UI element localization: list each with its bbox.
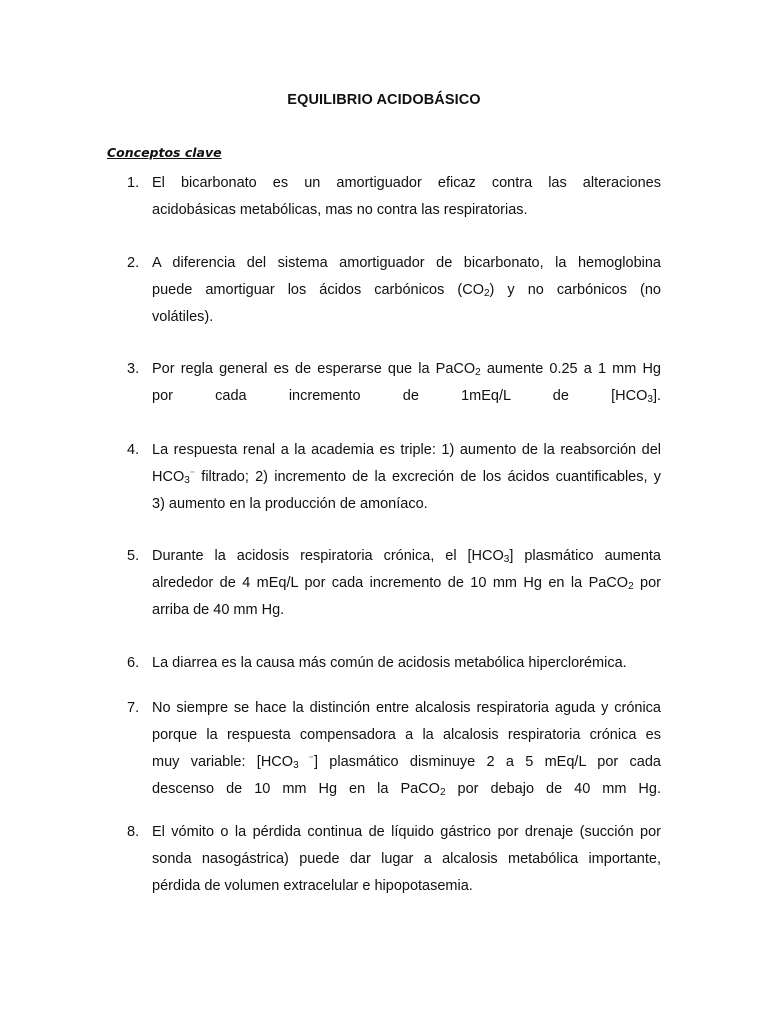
text-line xyxy=(152,543,661,570)
list-item-text xyxy=(152,650,661,677)
text-line: porque la respuesta compensadora a la alcalosis respiratoria crónica es xyxy=(152,727,661,743)
superscript: ⁻ xyxy=(189,469,196,480)
text-line: acidobásicas metabólicas, mas no contra las respiratorias. xyxy=(152,202,528,218)
text-line xyxy=(152,356,661,383)
list-item-number: 3. xyxy=(127,361,140,377)
subscript: 3 xyxy=(293,760,299,771)
list-item-text xyxy=(152,819,661,900)
text-segment: puede amortiguar los ácidos carbónicos (CO xyxy=(152,282,484,298)
subscript: 2 xyxy=(483,288,490,299)
text-line: volátiles). xyxy=(152,309,214,325)
text-segment: ] plasmático aumenta xyxy=(509,548,662,564)
list-item-text xyxy=(152,170,661,224)
text-line xyxy=(152,277,661,304)
subscript: 3 xyxy=(503,554,510,565)
text-line xyxy=(152,570,661,597)
list-item-text xyxy=(152,437,661,518)
text-line: A diferencia del sistema amortiguador de bicarbonato, la hemoglobina xyxy=(152,255,661,271)
text-line: arriba de 40 mm Hg. xyxy=(152,602,285,618)
list-item-text xyxy=(152,695,661,803)
text-segment: por debajo de 40 mm Hg. xyxy=(445,781,661,797)
text-line: No siempre se hace la distinción entre alcalosis respiratoria aguda y crónica xyxy=(152,700,661,716)
text-line: El bicarbonato es un amortiguador eficaz contra las alteraciones xyxy=(152,175,661,191)
list-item-number: 5. xyxy=(127,548,140,564)
text-segment: Por regla general es de esperarse que la PaCO xyxy=(152,361,476,377)
list-item-text xyxy=(152,543,661,624)
list-item-number: 6. xyxy=(127,655,140,671)
text-segment: ] plasmático disminuye 2 a 5 mEq/L por cada xyxy=(313,754,661,770)
subscript: 2 xyxy=(628,581,634,592)
text-line: La diarrea es la causa más común de acidosis metabólica hiperclorémica. xyxy=(152,655,627,671)
subscript: 3 xyxy=(647,394,653,405)
list-item-number: 2. xyxy=(127,255,140,271)
superscript: ⁻ xyxy=(298,754,314,765)
text-line xyxy=(152,776,661,803)
text-segment: por cada incremento de 1mEq/L de [HCO xyxy=(152,388,648,404)
text-segment: aumente 0.25 a 1 mm Hg xyxy=(480,361,661,377)
text-segment: Durante la acidosis respiratoria crónica, el [HCO xyxy=(152,548,504,564)
page-title: EQUILIBRIO ACIDOBÁSICO xyxy=(287,92,481,108)
text-line: pérdida de volumen extracelular e hipopotasemia. xyxy=(152,878,473,894)
text-line: 3) aumento en la producción de amoníaco. xyxy=(152,496,428,512)
text-segment: HCO xyxy=(152,469,185,485)
text-line xyxy=(152,464,661,491)
text-segment: ) y no carbónicos (no xyxy=(489,282,661,298)
list-item-number: 1. xyxy=(127,175,140,191)
list-item-number: 8. xyxy=(127,824,140,840)
list-item-number: 7. xyxy=(127,700,140,716)
text-segment: por xyxy=(633,575,661,591)
text-segment: descenso de 10 mm Hg en la PaCO xyxy=(152,781,440,797)
section-heading: Conceptos clave xyxy=(107,145,222,160)
list-item-text xyxy=(152,250,661,331)
subscript: 2 xyxy=(439,787,446,798)
text-segment: muy variable: [HCO xyxy=(152,754,294,770)
text-line: sonda nasogástrica) puede dar lugar a alcalosis metabólica importante, xyxy=(152,851,661,867)
text-segment: alrededor de 4 mEq/L por cada incremento de 10 mm Hg en la PaCO xyxy=(152,575,629,591)
subscript: 3 xyxy=(184,475,190,486)
list-item-number: 4. xyxy=(127,442,140,458)
text-line: El vómito o la pérdida continua de líquido gástrico por drenaje (succión por xyxy=(152,824,661,840)
text-line xyxy=(152,749,661,776)
text-line: La respuesta renal a la academia es triple: 1) aumento de la reabsorción del xyxy=(152,442,661,458)
text-segment: filtrado; 2) incremento de la excreción de los ácidos cuantificables, y xyxy=(195,469,661,485)
text-line xyxy=(152,383,661,410)
text-segment: ]. xyxy=(652,388,661,404)
subscript: 2 xyxy=(475,367,481,378)
list-item-text xyxy=(152,356,661,410)
